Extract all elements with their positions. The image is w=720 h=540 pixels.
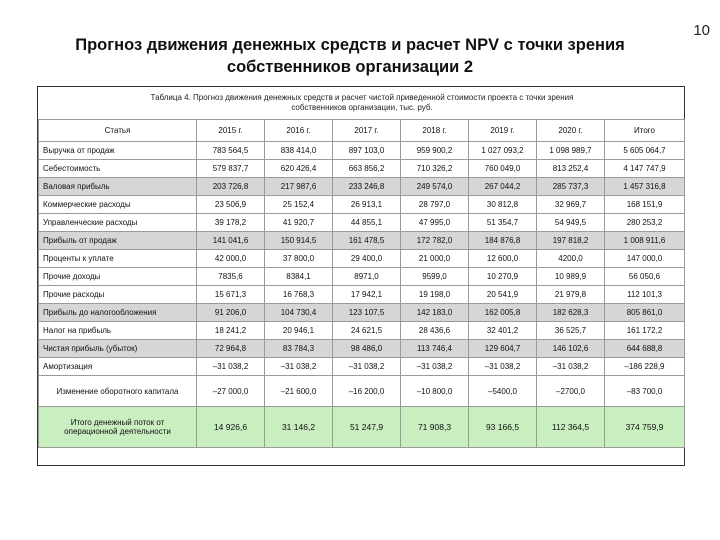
table-row bbox=[39, 322, 685, 340]
value-cell: 142 183,0 bbox=[401, 304, 469, 322]
value-cell: 83 784,3 bbox=[265, 340, 333, 358]
table-row bbox=[39, 214, 685, 232]
row-label: Прочие доходы bbox=[39, 268, 197, 286]
title-line-1: Прогноз движения денежных средств и расчет NPV с точки зрения bbox=[75, 36, 625, 54]
value-cell: 72 964,8 bbox=[197, 340, 265, 358]
value-cell: 217 987,6 bbox=[265, 178, 333, 196]
caption-line-2: собственников организации, тыс. руб. bbox=[291, 103, 433, 112]
value-cell: 30 812,8 bbox=[469, 196, 537, 214]
value-cell: 51 354,7 bbox=[469, 214, 537, 232]
value-cell: –27 000,0 bbox=[197, 376, 265, 407]
value-cell: 161 172,2 bbox=[605, 322, 685, 340]
slide-title bbox=[40, 34, 660, 78]
table-row bbox=[39, 340, 685, 358]
value-cell: 7835,6 bbox=[197, 268, 265, 286]
value-cell: 104 730,4 bbox=[265, 304, 333, 322]
value-cell: 21 000,0 bbox=[401, 250, 469, 268]
value-cell: 24 621,5 bbox=[333, 322, 401, 340]
table-row bbox=[39, 250, 685, 268]
value-cell: 897 103,0 bbox=[333, 142, 401, 160]
value-cell: 37 800,0 bbox=[265, 250, 333, 268]
value-cell: 280 253,2 bbox=[605, 214, 685, 232]
value-cell: 20 946,1 bbox=[265, 322, 333, 340]
value-cell: 1 008 911,6 bbox=[605, 232, 685, 250]
value-cell: 23 506,9 bbox=[197, 196, 265, 214]
value-cell: 15 671,3 bbox=[197, 286, 265, 304]
value-cell: 29 400,0 bbox=[333, 250, 401, 268]
value-cell: 141 041,6 bbox=[197, 232, 265, 250]
value-cell: 8384,1 bbox=[265, 268, 333, 286]
table-body bbox=[39, 142, 685, 448]
header-cell: 2016 г. bbox=[265, 120, 333, 142]
value-cell: –186 228,9 bbox=[605, 358, 685, 376]
value-cell: 285 737,3 bbox=[537, 178, 605, 196]
value-cell: 9599,0 bbox=[401, 268, 469, 286]
page-number: 10 bbox=[693, 22, 710, 39]
table-row bbox=[39, 358, 685, 376]
row-label: Коммерческие расходы bbox=[39, 196, 197, 214]
value-cell: 663 856,2 bbox=[333, 160, 401, 178]
value-cell: 39 178,2 bbox=[197, 214, 265, 232]
header-cell: 2018 г. bbox=[401, 120, 469, 142]
table-frame bbox=[37, 86, 685, 466]
value-cell: –31 038,2 bbox=[333, 358, 401, 376]
header-cell: 2019 г. bbox=[469, 120, 537, 142]
value-cell: 28 797,0 bbox=[401, 196, 469, 214]
value-cell: 710 326,2 bbox=[401, 160, 469, 178]
value-cell: 162 005,8 bbox=[469, 304, 537, 322]
header-row bbox=[39, 120, 685, 142]
row-label: Амортизация bbox=[39, 358, 197, 376]
row-label: Итого денежный поток от операционной деятельности bbox=[39, 407, 197, 448]
value-cell: 21 979,8 bbox=[537, 286, 605, 304]
value-cell: 18 241,2 bbox=[197, 322, 265, 340]
cash-flow-table bbox=[38, 119, 685, 448]
header-cell: Статья bbox=[39, 120, 197, 142]
value-cell: 123 107,5 bbox=[333, 304, 401, 322]
value-cell: 19 198,0 bbox=[401, 286, 469, 304]
table-row bbox=[39, 178, 685, 196]
value-cell: 25 152,4 bbox=[265, 196, 333, 214]
value-cell: 32 969,7 bbox=[537, 196, 605, 214]
value-cell: 813 252,4 bbox=[537, 160, 605, 178]
table-row bbox=[39, 232, 685, 250]
value-cell: 31 146,2 bbox=[265, 407, 333, 448]
value-cell: 113 746,4 bbox=[401, 340, 469, 358]
row-label: Управленческие расходы bbox=[39, 214, 197, 232]
row-label: Прибыль от продаж bbox=[39, 232, 197, 250]
value-cell: 5 605 064,7 bbox=[605, 142, 685, 160]
value-cell: 249 574,0 bbox=[401, 178, 469, 196]
value-cell: 93 166,5 bbox=[469, 407, 537, 448]
value-cell: 182 628,3 bbox=[537, 304, 605, 322]
value-cell: 10 270,9 bbox=[469, 268, 537, 286]
row-label: Выручка от продаж bbox=[39, 142, 197, 160]
value-cell: 644 688,8 bbox=[605, 340, 685, 358]
value-cell: –10 800,0 bbox=[401, 376, 469, 407]
value-cell: 4200,0 bbox=[537, 250, 605, 268]
value-cell: –31 038,2 bbox=[197, 358, 265, 376]
value-cell: –31 038,2 bbox=[537, 358, 605, 376]
row-label: Валовая прибыль bbox=[39, 178, 197, 196]
value-cell: 620 426,4 bbox=[265, 160, 333, 178]
value-cell: 374 759,9 bbox=[605, 407, 685, 448]
value-cell: 28 436,6 bbox=[401, 322, 469, 340]
value-cell: –16 200,0 bbox=[333, 376, 401, 407]
value-cell: 51 247,9 bbox=[333, 407, 401, 448]
row-label: Налог на прибыль bbox=[39, 322, 197, 340]
value-cell: –31 038,2 bbox=[265, 358, 333, 376]
header-cell: Итого bbox=[605, 120, 685, 142]
header-cell: 2015 г. bbox=[197, 120, 265, 142]
value-cell: 805 861,0 bbox=[605, 304, 685, 322]
value-cell: 44 855,1 bbox=[333, 214, 401, 232]
value-cell: 112 364,5 bbox=[537, 407, 605, 448]
value-cell: 17 942,1 bbox=[333, 286, 401, 304]
caption-line-1: Таблица 4. Прогноз движения денежных средств и расчет чистой приведенной стоимости проекта с точки зрения bbox=[150, 93, 574, 102]
value-cell: 760 049,0 bbox=[469, 160, 537, 178]
value-cell: 112 101,3 bbox=[605, 286, 685, 304]
value-cell: 1 098 989,7 bbox=[537, 142, 605, 160]
table-row bbox=[39, 268, 685, 286]
header-cell: 2017 г. bbox=[333, 120, 401, 142]
value-cell: 579 837,7 bbox=[197, 160, 265, 178]
value-cell: 98 486,0 bbox=[333, 340, 401, 358]
value-cell: 172 782,0 bbox=[401, 232, 469, 250]
row-label: Себестоимость bbox=[39, 160, 197, 178]
value-cell: 161 478,5 bbox=[333, 232, 401, 250]
value-cell: 147 000,0 bbox=[605, 250, 685, 268]
value-cell: 91 206,0 bbox=[197, 304, 265, 322]
table-row bbox=[39, 142, 685, 160]
header-cell: 2020 г. bbox=[537, 120, 605, 142]
row-label: Прочие расходы bbox=[39, 286, 197, 304]
value-cell: 197 818,2 bbox=[537, 232, 605, 250]
value-cell: 41 920,7 bbox=[265, 214, 333, 232]
value-cell: 42 000,0 bbox=[197, 250, 265, 268]
row-label: Изменение оборотного капитала bbox=[39, 376, 197, 407]
value-cell: –2700,0 bbox=[537, 376, 605, 407]
value-cell: –21 600,0 bbox=[265, 376, 333, 407]
title-line-2: собственников организации 2 bbox=[226, 58, 474, 76]
value-cell: 16 768,3 bbox=[265, 286, 333, 304]
value-cell: 959 900,2 bbox=[401, 142, 469, 160]
value-cell: 233 246,8 bbox=[333, 178, 401, 196]
value-cell: 36 525,7 bbox=[537, 322, 605, 340]
table-caption bbox=[38, 93, 686, 113]
value-cell: –31 038,2 bbox=[469, 358, 537, 376]
table-row bbox=[39, 407, 685, 448]
value-cell: 56 050,6 bbox=[605, 268, 685, 286]
value-cell: 783 564,5 bbox=[197, 142, 265, 160]
value-cell: 26 913,1 bbox=[333, 196, 401, 214]
table-row bbox=[39, 376, 685, 407]
value-cell: 150 914,5 bbox=[265, 232, 333, 250]
value-cell: 838 414,0 bbox=[265, 142, 333, 160]
value-cell: 184 876,8 bbox=[469, 232, 537, 250]
value-cell: 129 604,7 bbox=[469, 340, 537, 358]
table-row bbox=[39, 196, 685, 214]
row-label: Чистая прибыль (убыток) bbox=[39, 340, 197, 358]
row-label: Прибыль до налогообложения bbox=[39, 304, 197, 322]
value-cell: 203 726,8 bbox=[197, 178, 265, 196]
value-cell: 8971,0 bbox=[333, 268, 401, 286]
value-cell: 146 102,6 bbox=[537, 340, 605, 358]
value-cell: 4 147 747,9 bbox=[605, 160, 685, 178]
value-cell: 1 457 316,8 bbox=[605, 178, 685, 196]
table-row bbox=[39, 286, 685, 304]
value-cell: 10 989,9 bbox=[537, 268, 605, 286]
value-cell: 14 926,6 bbox=[197, 407, 265, 448]
value-cell: 267 044,2 bbox=[469, 178, 537, 196]
table-row bbox=[39, 160, 685, 178]
value-cell: 54 949,5 bbox=[537, 214, 605, 232]
value-cell: 168 151,9 bbox=[605, 196, 685, 214]
value-cell: –83 700,0 bbox=[605, 376, 685, 407]
value-cell: 71 908,3 bbox=[401, 407, 469, 448]
value-cell: 12 600,0 bbox=[469, 250, 537, 268]
value-cell: –5400,0 bbox=[469, 376, 537, 407]
value-cell: 32 401,2 bbox=[469, 322, 537, 340]
value-cell: 20 541,9 bbox=[469, 286, 537, 304]
value-cell: 1 027 093,2 bbox=[469, 142, 537, 160]
table-row bbox=[39, 304, 685, 322]
value-cell: –31 038,2 bbox=[401, 358, 469, 376]
value-cell: 47 995,0 bbox=[401, 214, 469, 232]
row-label: Проценты к уплате bbox=[39, 250, 197, 268]
